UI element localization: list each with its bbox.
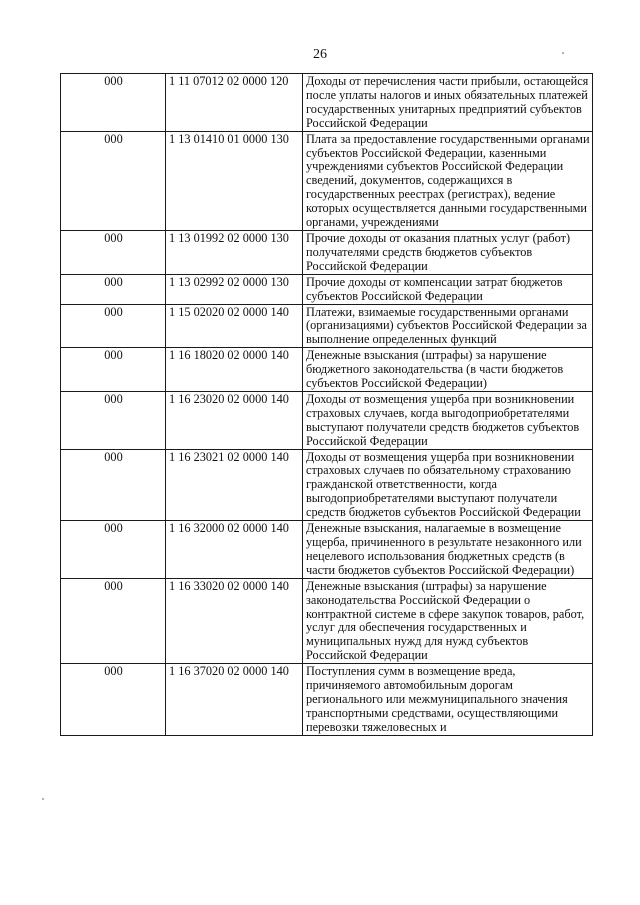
description-cell: Прочие доходы от компенсации затрат бюджетов субъектов Российской Федерации: [303, 274, 593, 304]
revenue-codes-table: [60, 73, 593, 736]
description-cell: Плата за предоставление государственными органами субъектов Российской Федерации, казенными учреждениями субъектов Российской Федерации сведений, документов, содержащихся в государственных реестрах (регистрах), ведение которых осуществляется данными государственными органами, учреждениями: [303, 131, 593, 230]
table-row: [61, 74, 593, 132]
kbk-code-cell: 1 16 32000 02 0000 140: [166, 521, 303, 579]
admin-code-cell: 000: [61, 391, 166, 449]
admin-code-cell: 000: [61, 74, 166, 132]
page-number: 26: [313, 47, 327, 62]
kbk-code-cell: 1 13 01992 02 0000 130: [166, 230, 303, 274]
table-row: [61, 578, 593, 663]
description-cell: Денежные взыскания, налагаемые в возмещение ущерба, причиненного в результате незаконного или нецелевого использования бюджетных средств (в части бюджетов субъектов Российской Федерации): [303, 521, 593, 579]
description-cell: Поступления сумм в возмещение вреда, причиняемого автомобильным дорогам регионального или межмуниципального значения транспортными средствами, осуществляющими перевозки тяжеловесных и: [303, 664, 593, 736]
table-row: [61, 274, 593, 304]
admin-code-cell: 000: [61, 664, 166, 736]
description-cell: Прочие доходы от оказания платных услуг (работ) получателями средств бюджетов субъектов Российской Федерации: [303, 230, 593, 274]
table-row: [61, 348, 593, 392]
description-cell: Денежные взыскания (штрафы) за нарушение бюджетного законодательства (в части бюджетов субъектов Российской Федерации): [303, 348, 593, 392]
admin-code-cell: 000: [61, 304, 166, 348]
kbk-code-cell: 1 16 37020 02 0000 140: [166, 664, 303, 736]
description-cell: Денежные взыскания (штрафы) за нарушение законодательства Российской Федерации о контрактной системе в сфере закупок товаров, работ, услуг для обеспечения государственных и муниципальных нужд для нужд субъектов Российской Федерации: [303, 578, 593, 663]
kbk-code-cell: 1 13 02992 02 0000 130: [166, 274, 303, 304]
kbk-code-cell: 1 11 07012 02 0000 120: [166, 74, 303, 132]
description-cell: Платежи, взимаемые государственными органами (организациями) субъектов Российской Федерации за выполнение определенных функций: [303, 304, 593, 348]
admin-code-cell: 000: [61, 131, 166, 230]
table-row: [61, 521, 593, 579]
kbk-code-cell: 1 13 01410 01 0000 130: [166, 131, 303, 230]
kbk-code-cell: 1 16 23020 02 0000 140: [166, 391, 303, 449]
admin-code-cell: 000: [61, 449, 166, 521]
description-cell: Доходы от возмещения ущерба при возникновении страховых случаев, когда выгодоприобретателями выступают получатели средств бюджетов субъектов Российской Федерации: [303, 391, 593, 449]
scan-speck: [562, 52, 564, 54]
kbk-code-cell: 1 15 02020 02 0000 140: [166, 304, 303, 348]
description-cell: Доходы от перечисления части прибыли, остающейся после уплаты налогов и иных обязательных платежей государственных унитарных предприятий субъектов Российской Федерации: [303, 74, 593, 132]
table-row: [61, 230, 593, 274]
admin-code-cell: 000: [61, 521, 166, 579]
admin-code-cell: 000: [61, 230, 166, 274]
table-body: [61, 74, 593, 736]
kbk-code-cell: 1 16 33020 02 0000 140: [166, 578, 303, 663]
table-row: [61, 449, 593, 521]
admin-code-cell: 000: [61, 274, 166, 304]
scan-speck: [42, 798, 44, 800]
kbk-code-cell: 1 16 23021 02 0000 140: [166, 449, 303, 521]
admin-code-cell: 000: [61, 578, 166, 663]
table-row: [61, 304, 593, 348]
table-row: [61, 664, 593, 736]
kbk-code-cell: 1 16 18020 02 0000 140: [166, 348, 303, 392]
table-row: [61, 131, 593, 230]
description-cell: Доходы от возмещения ущерба при возникновении страховых случаев по обязательному страхованию гражданской ответственности, когда выгодоприобретателями выступают получатели средств бюджетов субъектов Российской Федерации: [303, 449, 593, 521]
admin-code-cell: 000: [61, 348, 166, 392]
table-row: [61, 391, 593, 449]
